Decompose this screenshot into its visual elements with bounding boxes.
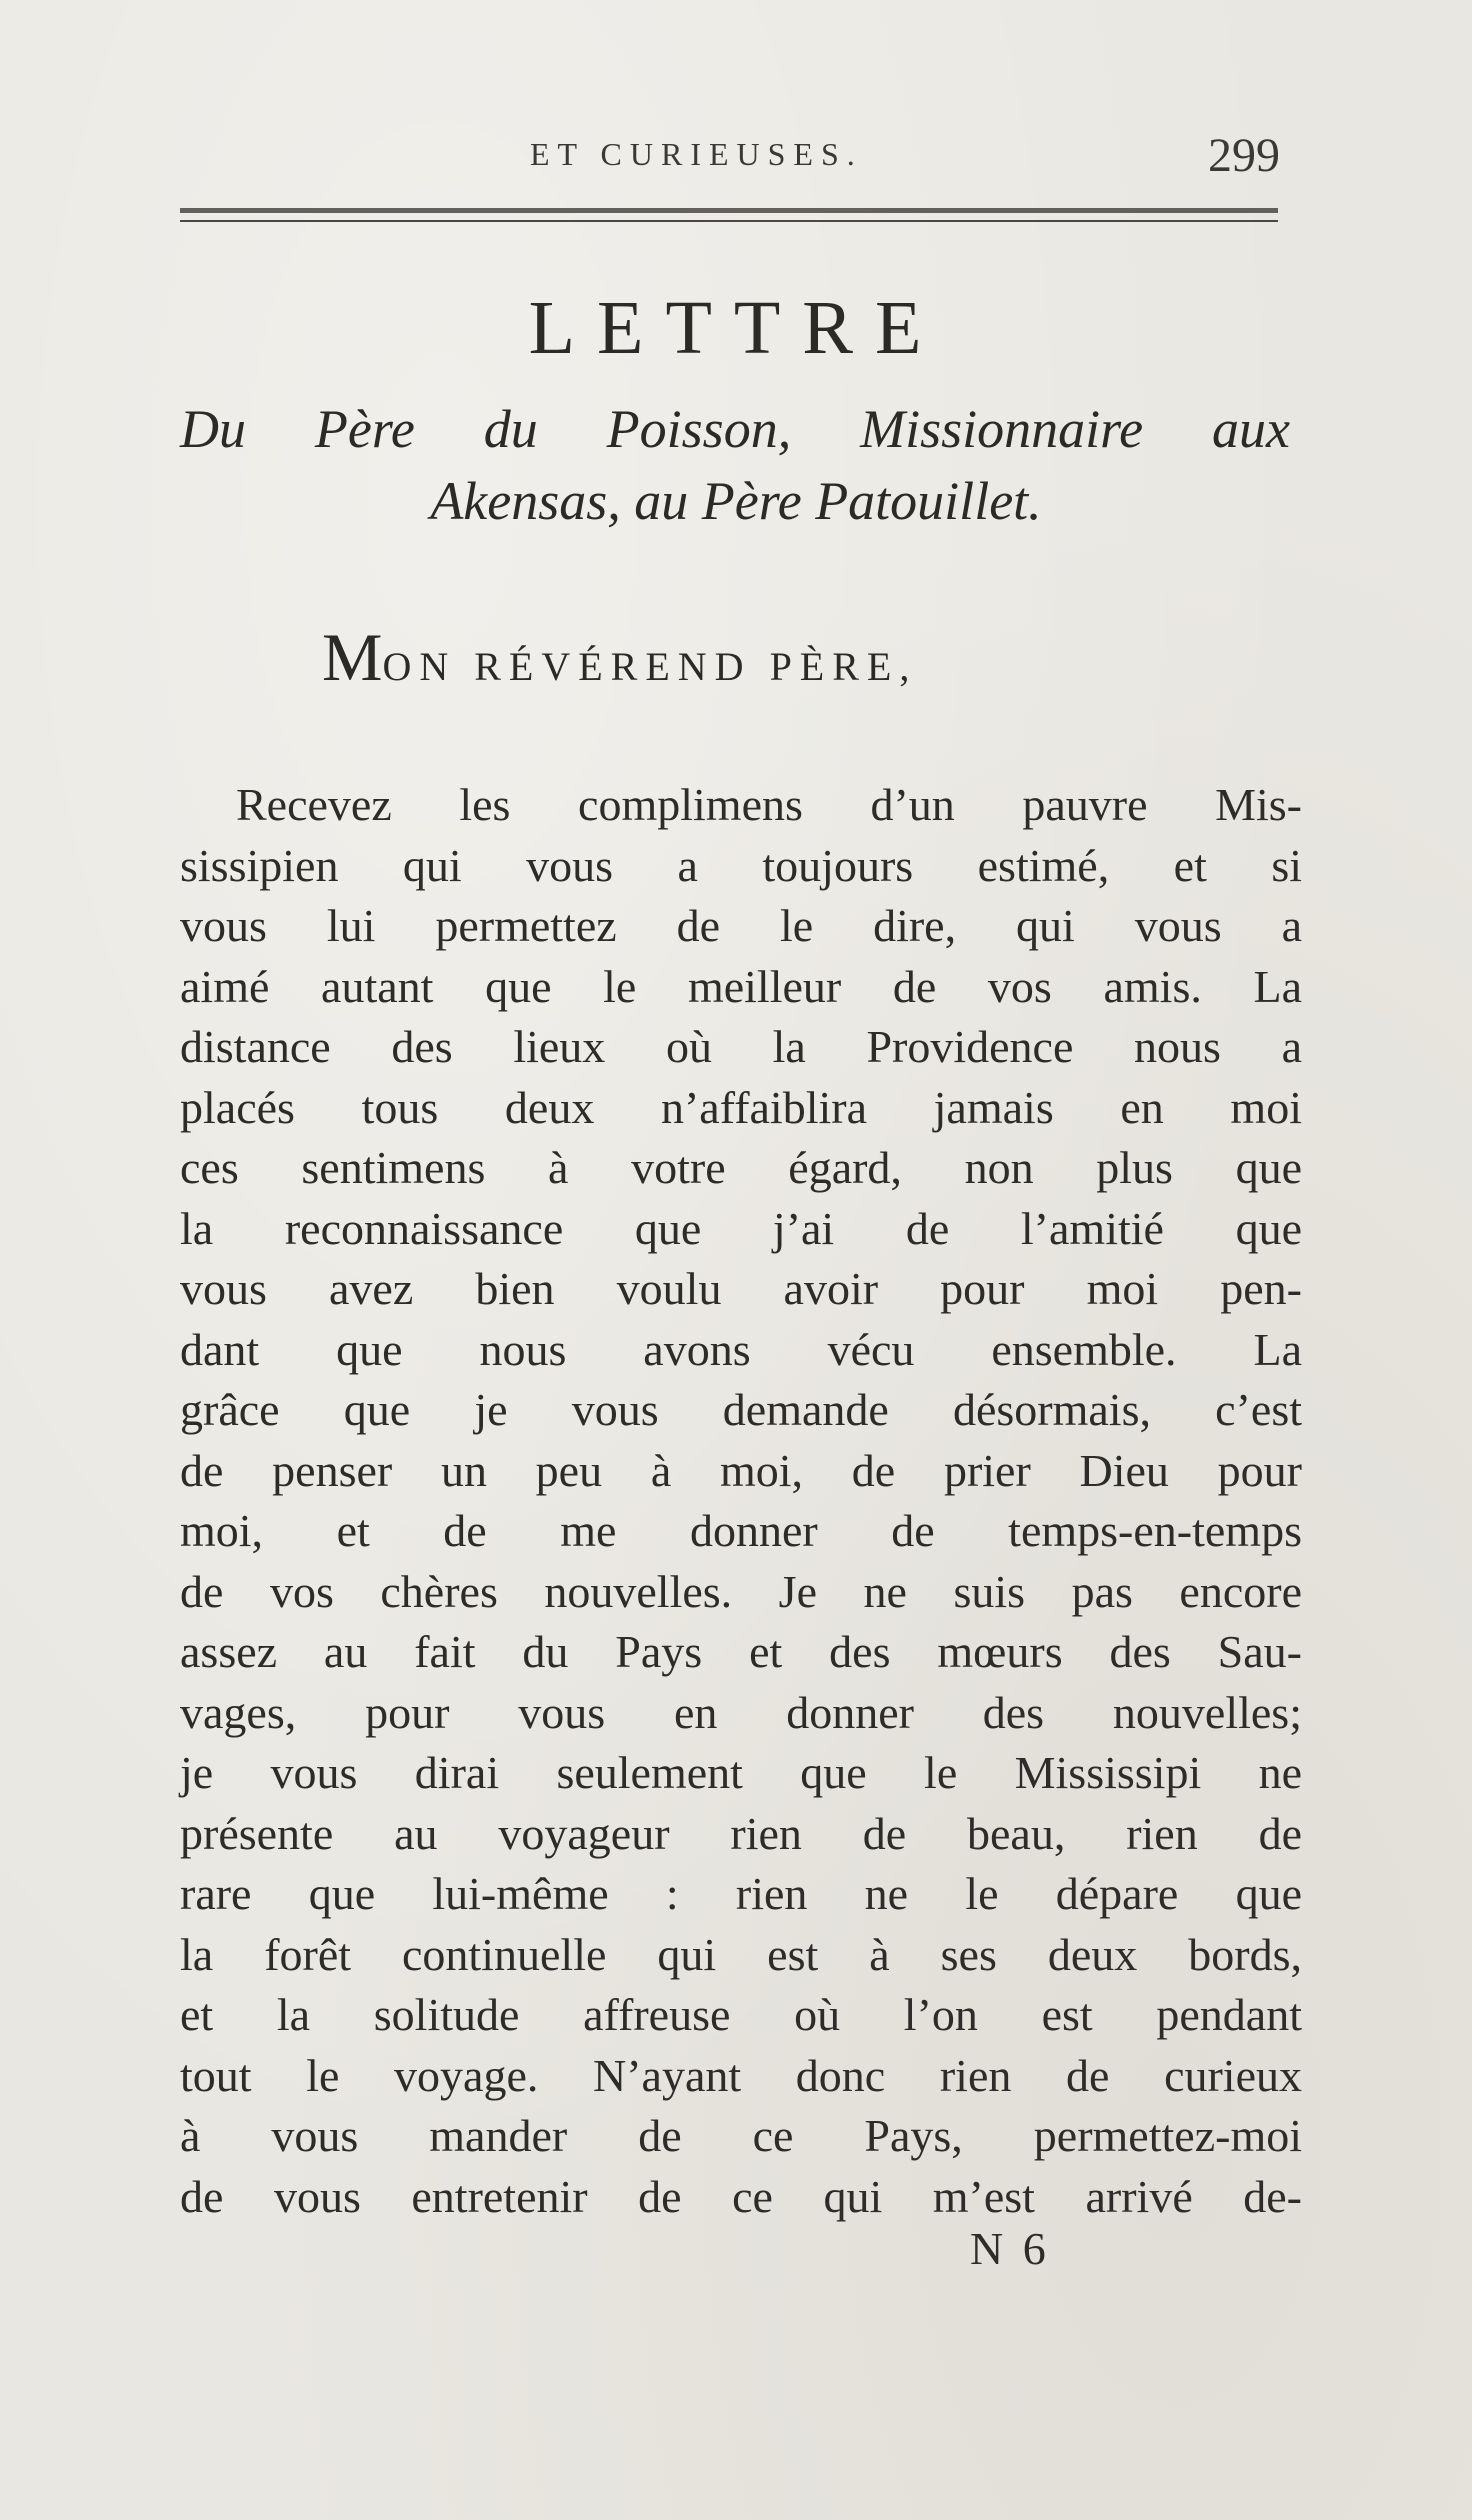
body-line: présente au voyageur rien de beau, rien de (180, 1807, 1302, 1859)
body-line: distance des lieux où la Providence nous a (180, 1021, 1302, 1072)
signature-mark: N 6 (970, 2223, 1050, 2274)
running-head (180, 128, 1280, 188)
body-line: rare que lui-même : rien ne le dépare que (180, 1868, 1302, 1919)
page-number: 299 (1208, 129, 1280, 182)
header-rule-thick (180, 208, 1278, 213)
body-line: ces sentimens à votre égard, non plus que (180, 1142, 1302, 1193)
body-line: assez au fait du Pays et des mœurs des Sau- (180, 1626, 1302, 1677)
body-line: tout le voyage. N’ayant donc rien de curieux (180, 2049, 1302, 2101)
body-line: placés tous deux n’affaiblira jamais en moi (180, 1081, 1302, 1133)
salutation (322, 618, 917, 697)
body-line: à vous mander de ce Pays, permettez-moi (180, 2110, 1302, 2161)
body-line: et la solitude affreuse où l’on est pendant (180, 1989, 1302, 2040)
body-line: de vos chères nouvelles. Je ne suis pas encore (180, 1565, 1302, 1617)
body-line: vages, pour vous en donner des nouvelles; (180, 1686, 1302, 1738)
body-line: sissipien qui vous a toujours estimé, et si (180, 839, 1302, 891)
body-line: de vous entretenir de ce qui m’est arrivé de- (180, 2170, 1302, 2222)
body-line: Recevez les complimens d’un pauvre Mis- (236, 779, 1302, 830)
letter-subtitle-line-1: Du Père du Poisson, Missionnaire aux (180, 399, 1290, 459)
salutation-rest: ON RÉVÉREND PÈRE, (382, 644, 918, 689)
body-line: je vous dirai seulement que le Mississipi ne (180, 1747, 1302, 1798)
salutation-initial: M (322, 619, 383, 695)
letter-title: LETTRE (528, 286, 944, 370)
body-line: la reconnaissance que j’ai de l’amitié que (180, 1202, 1302, 1254)
header-rule-thin (180, 220, 1278, 222)
body-line: de penser un peu à moi, de prier Dieu pour (180, 1444, 1302, 1496)
letter-subtitle-line-2: Akensas, au Père Patouillet. (430, 471, 1042, 531)
body-line: vous avez bien voulu avoir pour moi pen- (180, 1263, 1302, 1314)
body-line: moi, et de me donner de temps-en-temps (180, 1505, 1302, 1556)
body-line: vous lui permettez de le dire, qui vous a (180, 900, 1302, 951)
running-title: ET CURIEUSES. (530, 136, 863, 172)
body-line: la forêt continuelle qui est à ses deux bords, (180, 1928, 1302, 1980)
letter-body (180, 775, 1302, 2227)
body-line: aimé autant que le meilleur de vos amis. La (180, 960, 1302, 1012)
body-line: dant que nous avons vécu ensemble. La (180, 1323, 1302, 1375)
body-line: grâce que je vous demande désormais, c’est (180, 1384, 1302, 1435)
